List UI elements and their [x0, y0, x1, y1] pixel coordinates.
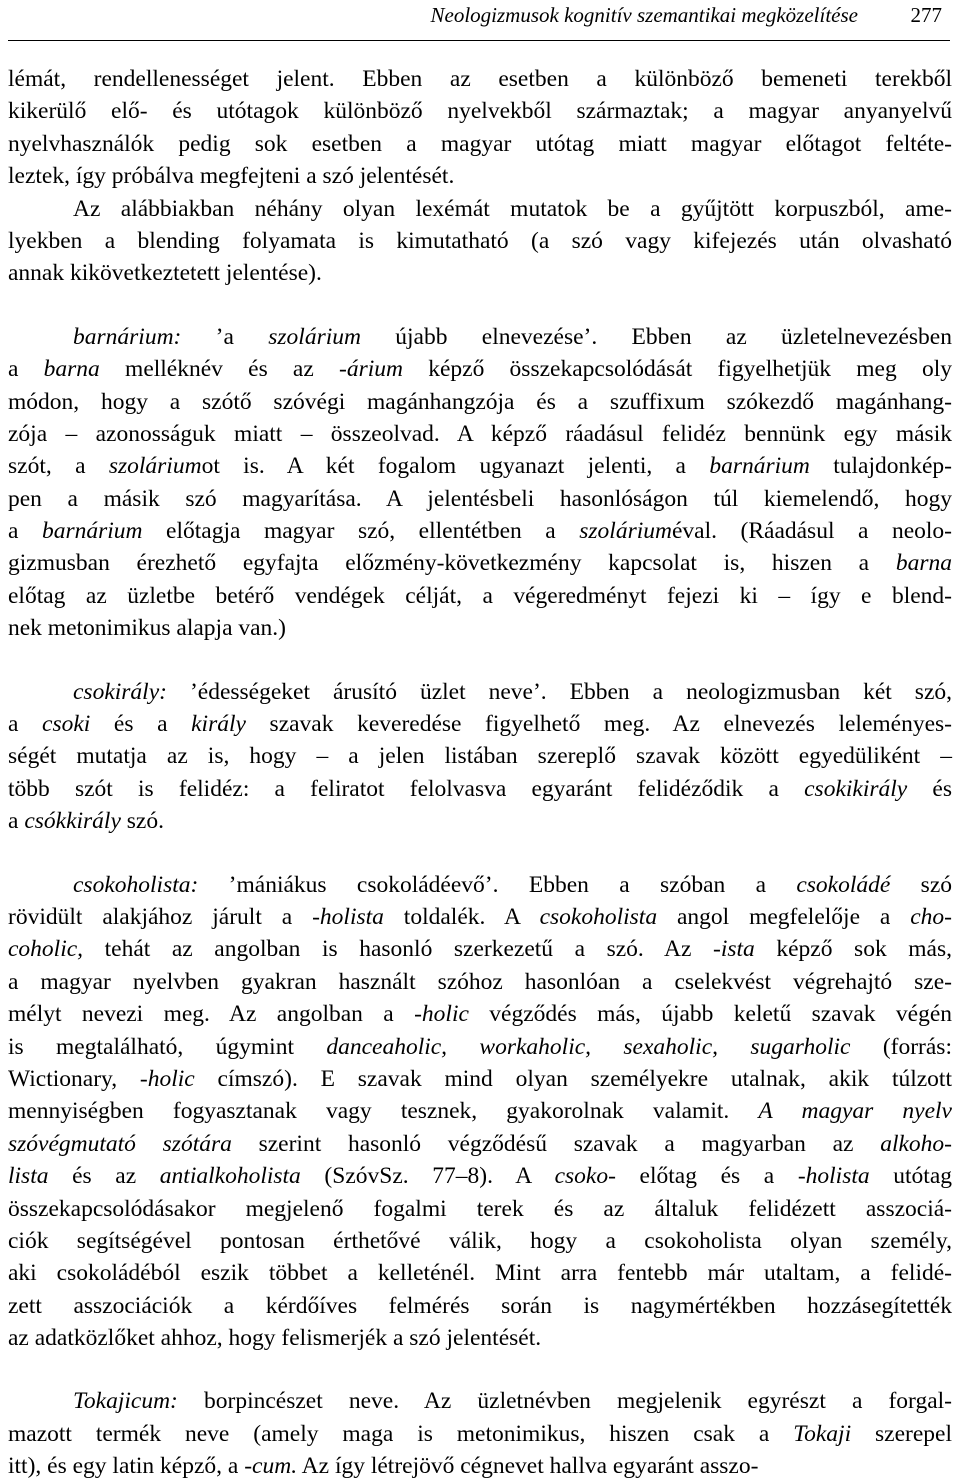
paragraph-spacer — [8, 645, 952, 676]
text-line: módon, hogy a szótő szóvégi magánhangzója és a szuffixum szókezdő magánhang- — [8, 388, 952, 415]
text-line: nek metonimikus alapja van.) — [8, 615, 287, 642]
text-line: is megtalálható, úgymint danceaholic, workaholic, sexaholic, sugarholic (forrás: — [8, 1033, 952, 1060]
text-line: Wictionary, -holic címszó). E szavak mind olyan személyekre utalnak, akik túlzott — [8, 1065, 952, 1092]
text-line: előtag az üzletbe betérő vendégek célját, a végeredményt fejezi ki – így e blend- — [8, 582, 952, 609]
text-line: Az alábbiakban néhány olyan lexémát mutatok be a gyűjtött korpuszból, ame- — [73, 195, 952, 222]
text-line: Tokajicum: borpincészet neve. Az üzletnévben megjelenik egyrészt a forgal- — [73, 1388, 952, 1415]
text-line: több szót is felidéz: a feliratot felolvasva egyaránt felidéződik a csokikirály és — [8, 775, 953, 802]
text-line: pen a másik szó magyarítása. A jelentésbeli hasonlóságon túl kiemelendő, hogy — [8, 485, 952, 512]
text-line: gizmusban érezhető egyfajta előzmény-következmény kapcsolat is, hiszen a barna — [8, 550, 952, 577]
text-line: zett asszociációk a kérdőíves felmérés során is nagymértékben hozzásegítették — [8, 1292, 952, 1319]
text-line: szóvégmutató szótára szerint hasonló végződésű szavak a magyarban az alkoho- — [8, 1130, 952, 1157]
entry-csokiraly — [8, 676, 952, 838]
text-line: mélyt nevezi meg. Az angolban a -holic végződés más, újabb keletű szavak végén — [8, 1001, 952, 1028]
running-title: Neologizmusok kognitív szemantikai megközelítése — [430, 3, 858, 27]
text-line: ségét mutatja az is, hogy – a jelen listában szereplő szavak között egyedüliként – — [8, 743, 952, 770]
paragraph-spacer — [8, 290, 952, 321]
entry-csokoholista — [8, 869, 952, 1355]
text-line: coholic, tehát az angolban is hasonló szerkezetű a szó. Az -ista képző sok más, — [8, 936, 952, 963]
paragraph-spacer — [8, 1354, 952, 1385]
text-line: csokirály: ’édességeket árusító üzlet neve’. Ebben a neologizmusban két szó, — [73, 678, 952, 705]
paragraph — [8, 193, 952, 290]
text-line: mennyiségben fogyasztanak vagy tesznek, gyakorolnak valamit. A magyar nyelv — [8, 1098, 952, 1125]
entry-barnarium — [8, 321, 952, 645]
text-line: rövidült alakjához járult a -holista toldalék. A csokoholista angol megfelelője a cho- — [8, 903, 953, 930]
entry-tokajicum — [8, 1385, 952, 1482]
paragraph-spacer — [8, 838, 952, 869]
text-line: összekapcsolódásakor megjelenő fogalmi terek és az általuk felidézett asszociá- — [8, 1195, 952, 1222]
page-body — [8, 63, 952, 1483]
text-line: a barna melléknév és az -árium képző összekapcsolódását figyelhetjük meg oly — [8, 356, 952, 383]
text-line: lista és az antialkoholista (SzóvSz. 77–8). A csoko- előtag és a -holista utótag — [8, 1163, 953, 1190]
text-line: szót, a szoláriumot is. A két fogalom ugyanazt jelenti, a barnárium tulajdonkép- — [8, 453, 952, 480]
text-line: a csókkirály szó. — [8, 808, 164, 835]
page-number: 277 — [910, 3, 942, 27]
text-line: a magyar nyelvben gyakran használt szóhoz hasonlóan a cselekvést végrehajtó sze- — [8, 968, 952, 995]
text-line: a barnárium előtagja magyar szó, ellentétben a szoláriuméval. (Ráadásul a neolo- — [8, 518, 952, 545]
text-line: mazott termék neve (amely maga is metonimikus, hiszen csak a Tokaji szerepel — [8, 1420, 952, 1447]
text-line: aki csokoládéból eszik többet a kelleténél. Mint arra fentebb már utaltam, a felidé- — [8, 1260, 952, 1287]
text-line: csokoholista: ’mániákus csokoládéevő’. Ebben a szóban a csokoládé szó — [73, 871, 952, 898]
running-header — [8, 0, 950, 41]
text-line: leztek, így próbálva megfejteni a szó jelentését. — [8, 163, 455, 190]
text-line: itt), és egy latin képző, a -cum. Az így létrejövő cégnevet hallva egyaránt asszo- — [8, 1453, 759, 1480]
text-line: kikerülő elő- és utótagok különböző nyelvekből származtak; a magyar anyanyelvű — [8, 98, 952, 125]
text-line: az adatközlőket ahhoz, hogy felismerjék a szó jelentését. — [8, 1325, 542, 1352]
text-line: lémát, rendellenességet jelent. Ebben az esetben a különböző bemeneti terekből — [8, 66, 952, 92]
paragraph — [8, 63, 952, 193]
text-line: ciók segítségével pontosan érthetővé válik, hogy a csokoholista olyan személy, — [8, 1227, 952, 1254]
text-line: annak kikövetkeztetett jelentése). — [8, 260, 322, 287]
text-line: nyelvhasználók pedig sok esetben a magyar utótag miatt magyar előtagot feltéte- — [8, 130, 952, 157]
text-line: lyekben a blending folyamata is kimutatható (a szó vagy kifejezés után olvasható — [8, 227, 952, 254]
text-line: a csoki és a király szavak keveredése figyelhető meg. Az elnevezés leleményes- — [8, 711, 952, 738]
text-line: zója – azonosságuk miatt – összeolvad. A képző ráadásul felidéz bennünk egy másik — [8, 420, 952, 447]
text-line: barnárium: ’a szolárium újabb elnevezése’. Ebben az üzletelnevezésben — [73, 323, 952, 350]
